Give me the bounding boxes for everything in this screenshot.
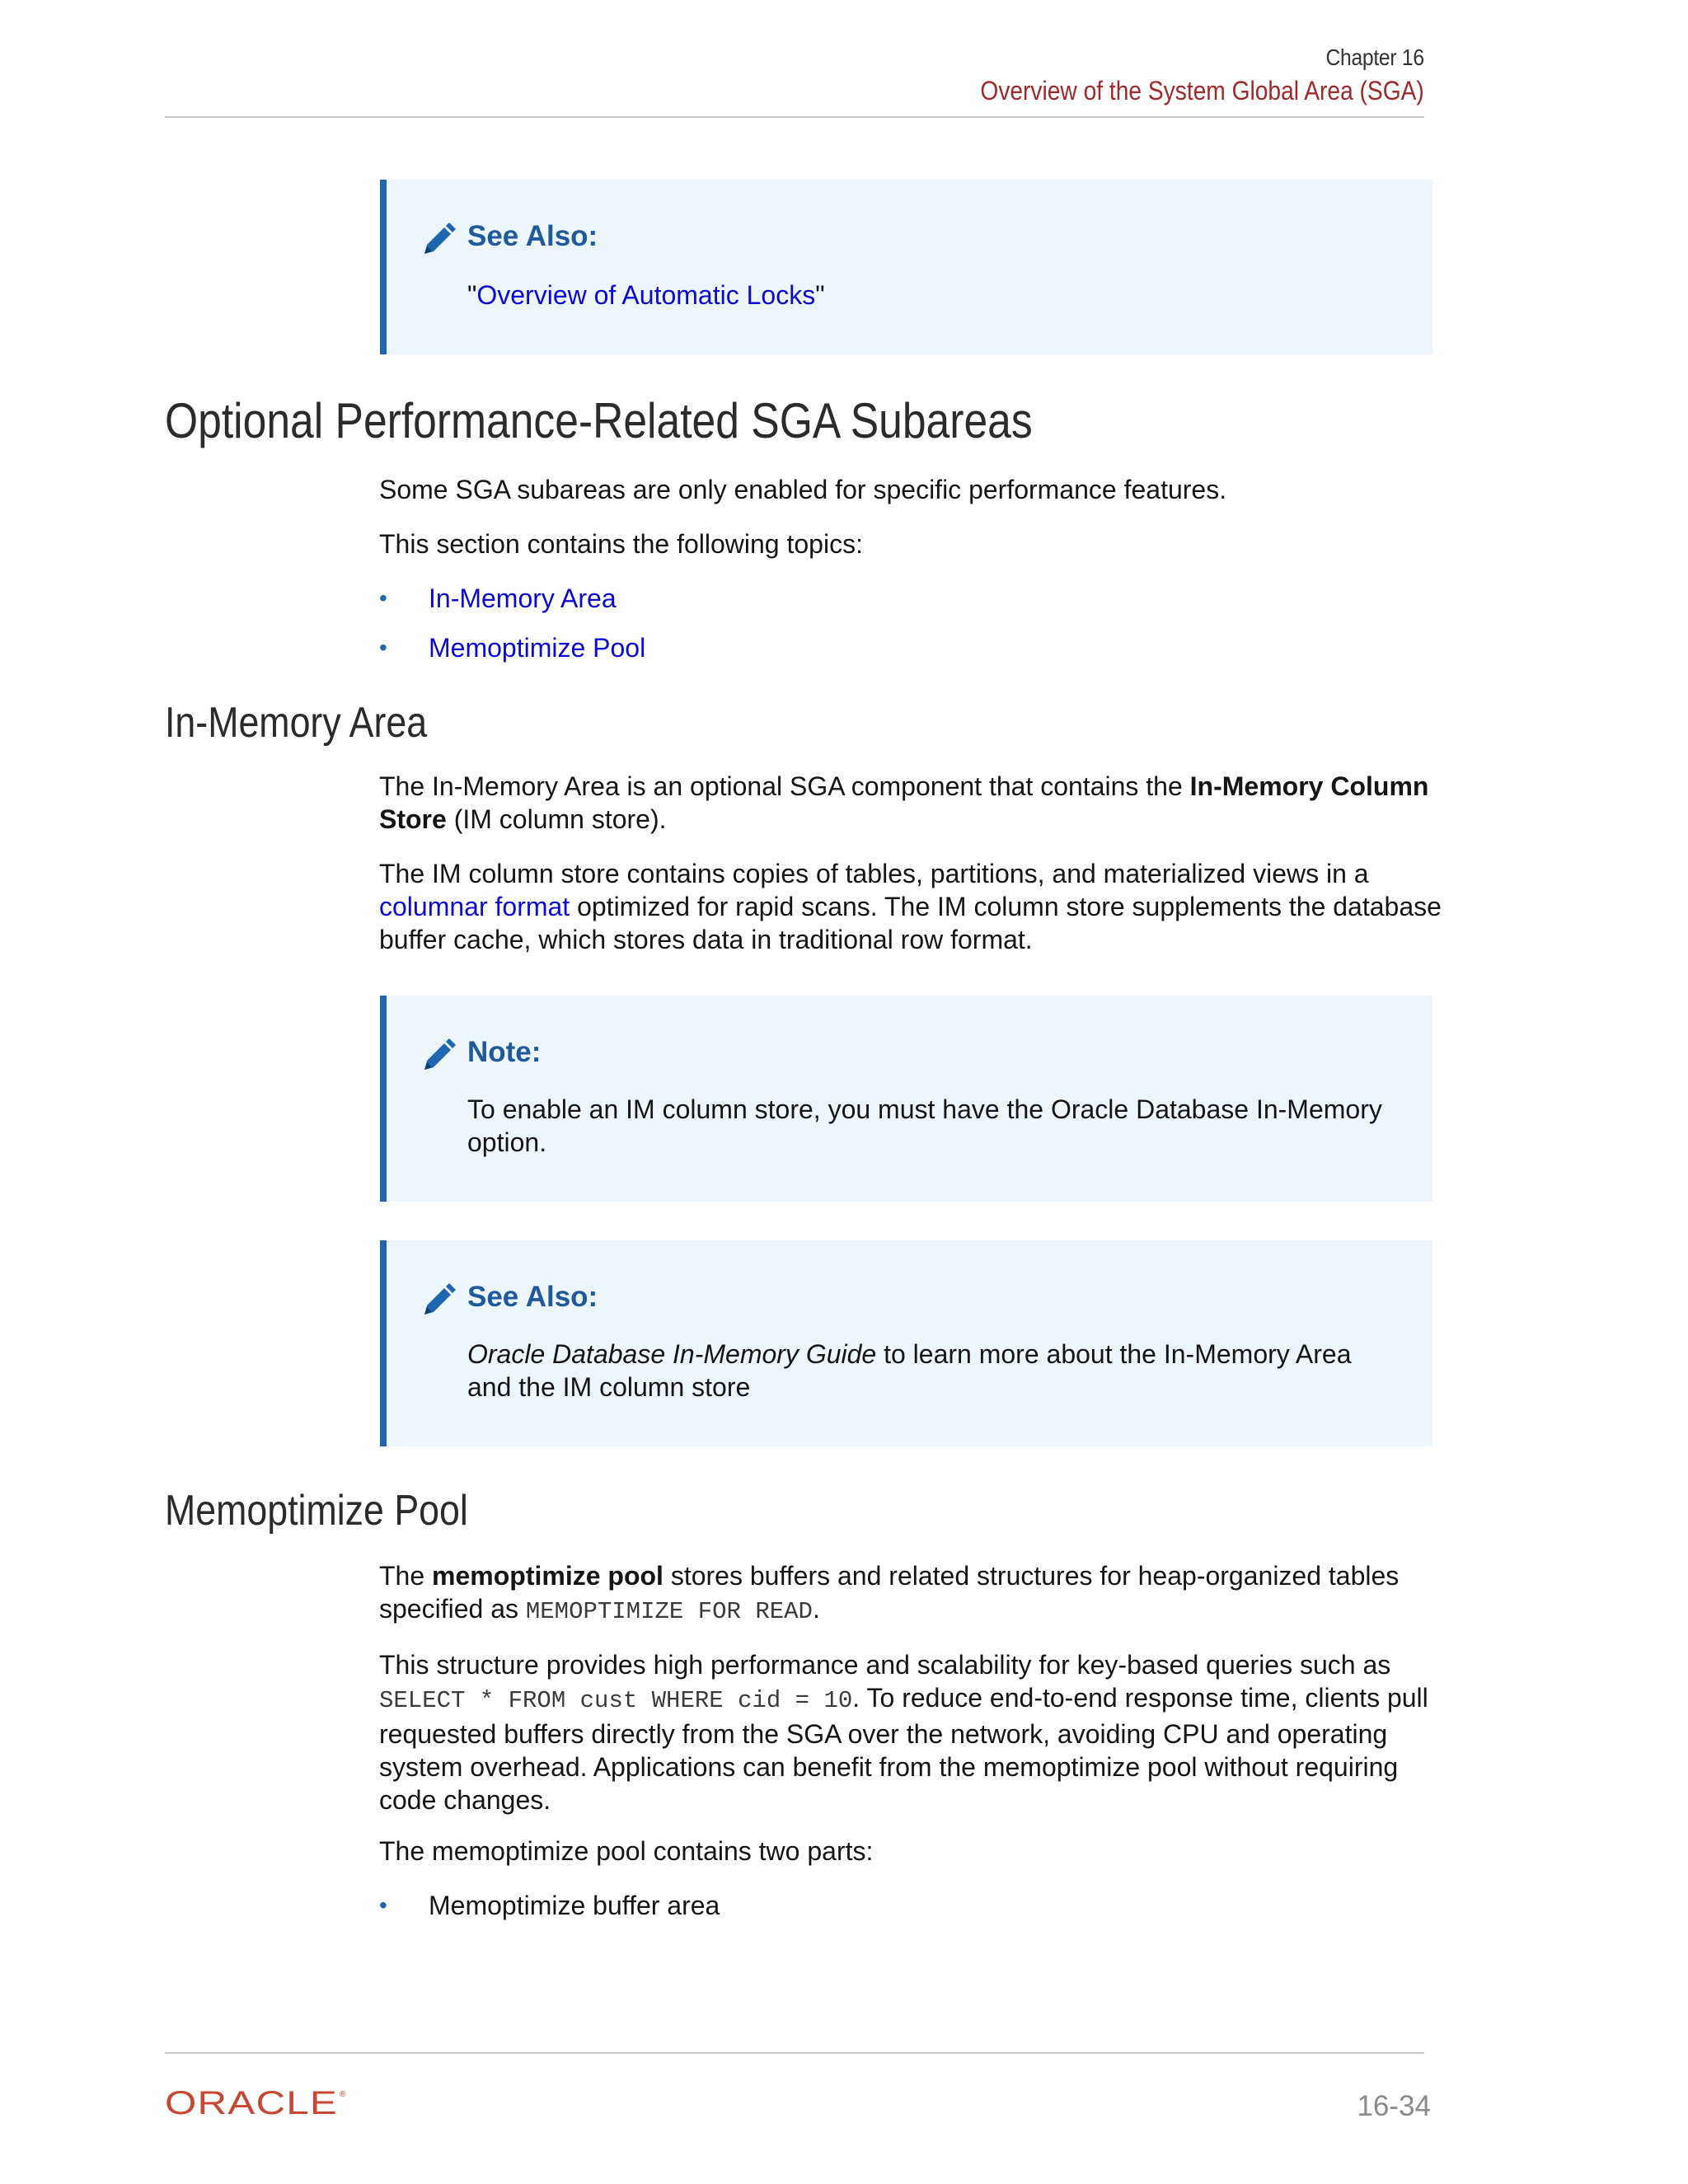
code-memoptimize-for-read: MEMOPTIMIZE FOR READ <box>525 1598 813 1625</box>
text-run: (IM column store). <box>446 804 667 834</box>
text-run: . To reduce end-to-end response time, clients pull requested buffers directly from the SGA over the network, avoiding CPU and operating system overhead. Applications can benefit from the memoptimize pool without requiring code changes. <box>379 1683 1428 1815</box>
code-select-query: SELECT * FROM cust WHERE cid = 10 <box>379 1687 853 1714</box>
section-heading-memoptimize: Memoptimize Pool <box>165 1487 468 1535</box>
text-run: This structure provides high performance and scalability for key-based queries such as <box>379 1650 1391 1680</box>
page-number: 16-34 <box>1357 2090 1431 2122</box>
oracle-logo-icon <box>165 2087 354 2120</box>
link-columnar-format[interactable]: columnar format <box>379 892 570 921</box>
term-memoptimize-pool: memoptimize pool <box>432 1561 663 1591</box>
paragraph <box>379 770 1442 836</box>
footer-rule <box>165 2052 1424 2054</box>
chapter-title: Overview of the System Global Area (SGA) <box>980 76 1424 105</box>
see-also-body <box>467 279 1390 312</box>
bullet-icon: • <box>379 635 387 660</box>
term-in-memory-column-store: In-Memory Column Store <box>379 771 1429 834</box>
pencil-icon <box>420 1035 459 1075</box>
pencil-icon <box>420 1280 459 1319</box>
paragraph: This section contains the following topics: <box>379 529 863 559</box>
text-run: to learn more about the In-Memory Area and the IM column store <box>467 1339 1352 1402</box>
svg-text:®: ® <box>340 2090 346 2099</box>
see-also-body <box>467 1338 1390 1404</box>
see-also-callout <box>380 1240 1432 1446</box>
bullet-icon: • <box>379 1892 387 1918</box>
list-item-text: Memoptimize buffer area <box>429 1891 720 1920</box>
chapter-label: Chapter 16 <box>1325 45 1424 70</box>
book-title: Oracle Database In-Memory Guide <box>467 1339 877 1369</box>
header-rule <box>165 116 1424 118</box>
text-run: optimized for rapid scans. The IM column store supplements the database buffer cache, which stores data in traditional row format. <box>379 892 1442 954</box>
paragraph: The memoptimize pool contains two parts: <box>379 1836 874 1866</box>
pencil-icon <box>420 219 459 259</box>
text-run: . <box>812 1594 820 1624</box>
note-heading: Note: <box>467 1036 542 1068</box>
text-run: The IM column store contains copies of tables, partitions, and materialized views in a <box>379 859 1369 888</box>
text-run: The <box>379 1561 433 1591</box>
logo-text: ORACLE <box>165 2087 338 2120</box>
paragraph <box>379 857 1442 956</box>
note-callout <box>380 996 1432 1202</box>
running-header <box>920 43 1424 107</box>
section-heading-in-memory: In-Memory Area <box>165 699 428 747</box>
see-also-heading: See Also: <box>467 1281 598 1313</box>
bullet-icon: • <box>379 585 387 611</box>
quote-mark: " <box>467 280 477 310</box>
text-run: stores buffers and related structures for heap-organized tables specified as <box>379 1561 1400 1624</box>
quote-mark: " <box>815 280 825 310</box>
link-in-memory-area[interactable]: In-Memory Area <box>429 583 617 613</box>
paragraph: Some SGA subareas are only enabled for specific performance features. <box>379 475 1227 504</box>
section-heading-optional: Optional Performance-Related SGA Subareas <box>165 393 1033 448</box>
link-memoptimize-pool[interactable]: Memoptimize Pool <box>429 633 646 663</box>
note-body: To enable an IM column store, you must have the Oracle Database In-Memory option. <box>467 1094 1382 1157</box>
see-also-heading: See Also: <box>467 220 598 252</box>
paragraph <box>379 1648 1442 1816</box>
see-also-callout <box>380 180 1432 354</box>
text-run: The In-Memory Area is an optional SGA component that contains the <box>379 771 1190 801</box>
paragraph <box>379 1559 1442 1629</box>
link-overview-automatic-locks[interactable]: Overview of Automatic Locks <box>476 280 816 310</box>
